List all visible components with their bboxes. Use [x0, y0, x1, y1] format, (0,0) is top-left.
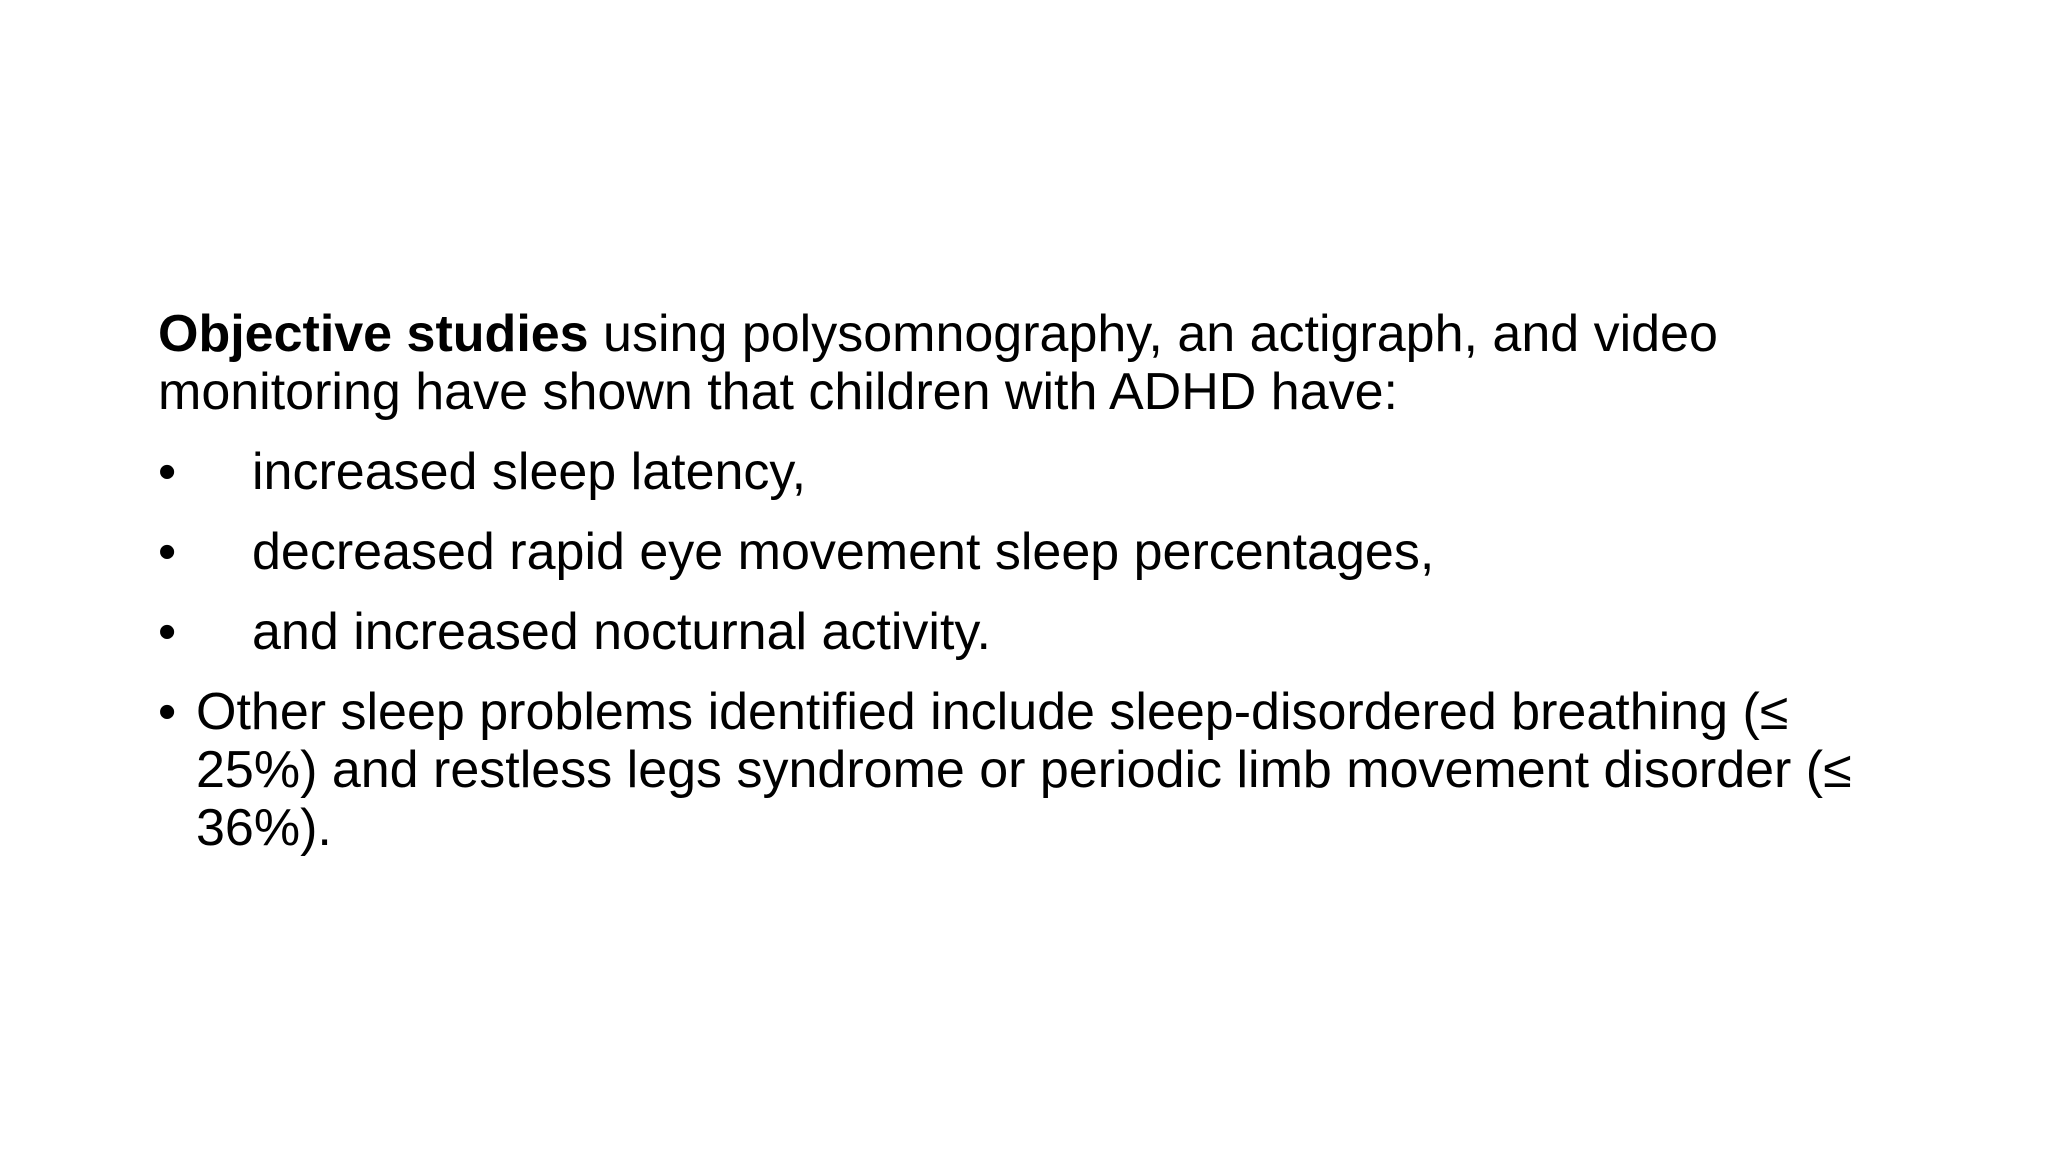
intro-text: using polysomnography, an actigraph, and video monitoring have shown that children with ADHD have:: [158, 305, 1718, 421]
finding-item: [158, 443, 1918, 501]
bullet-icon: •: [158, 443, 177, 501]
finding-text: decreased rapid eye movement sleep percentages,: [252, 523, 1435, 581]
finding-item: [158, 603, 1918, 661]
finding-text: increased sleep latency,: [252, 443, 807, 501]
bullet-icon: •: [158, 603, 177, 661]
finding-item: [158, 523, 1918, 581]
finding-text: and increased nocturnal activity.: [252, 603, 991, 661]
bullet-icon: •: [158, 683, 177, 741]
other-problems-text: Other sleep problems identified include sleep-disordered breathing (≤ 25%) and restless legs syndrome or periodic limb movement disorder (≤ 36%).: [196, 683, 1852, 857]
other-problems-item: [158, 683, 1918, 857]
intro-paragraph: [158, 305, 1918, 421]
intro-bold-lead: Objective studies: [158, 305, 589, 363]
slide-body: [158, 305, 1918, 857]
bullet-icon: •: [158, 523, 177, 581]
